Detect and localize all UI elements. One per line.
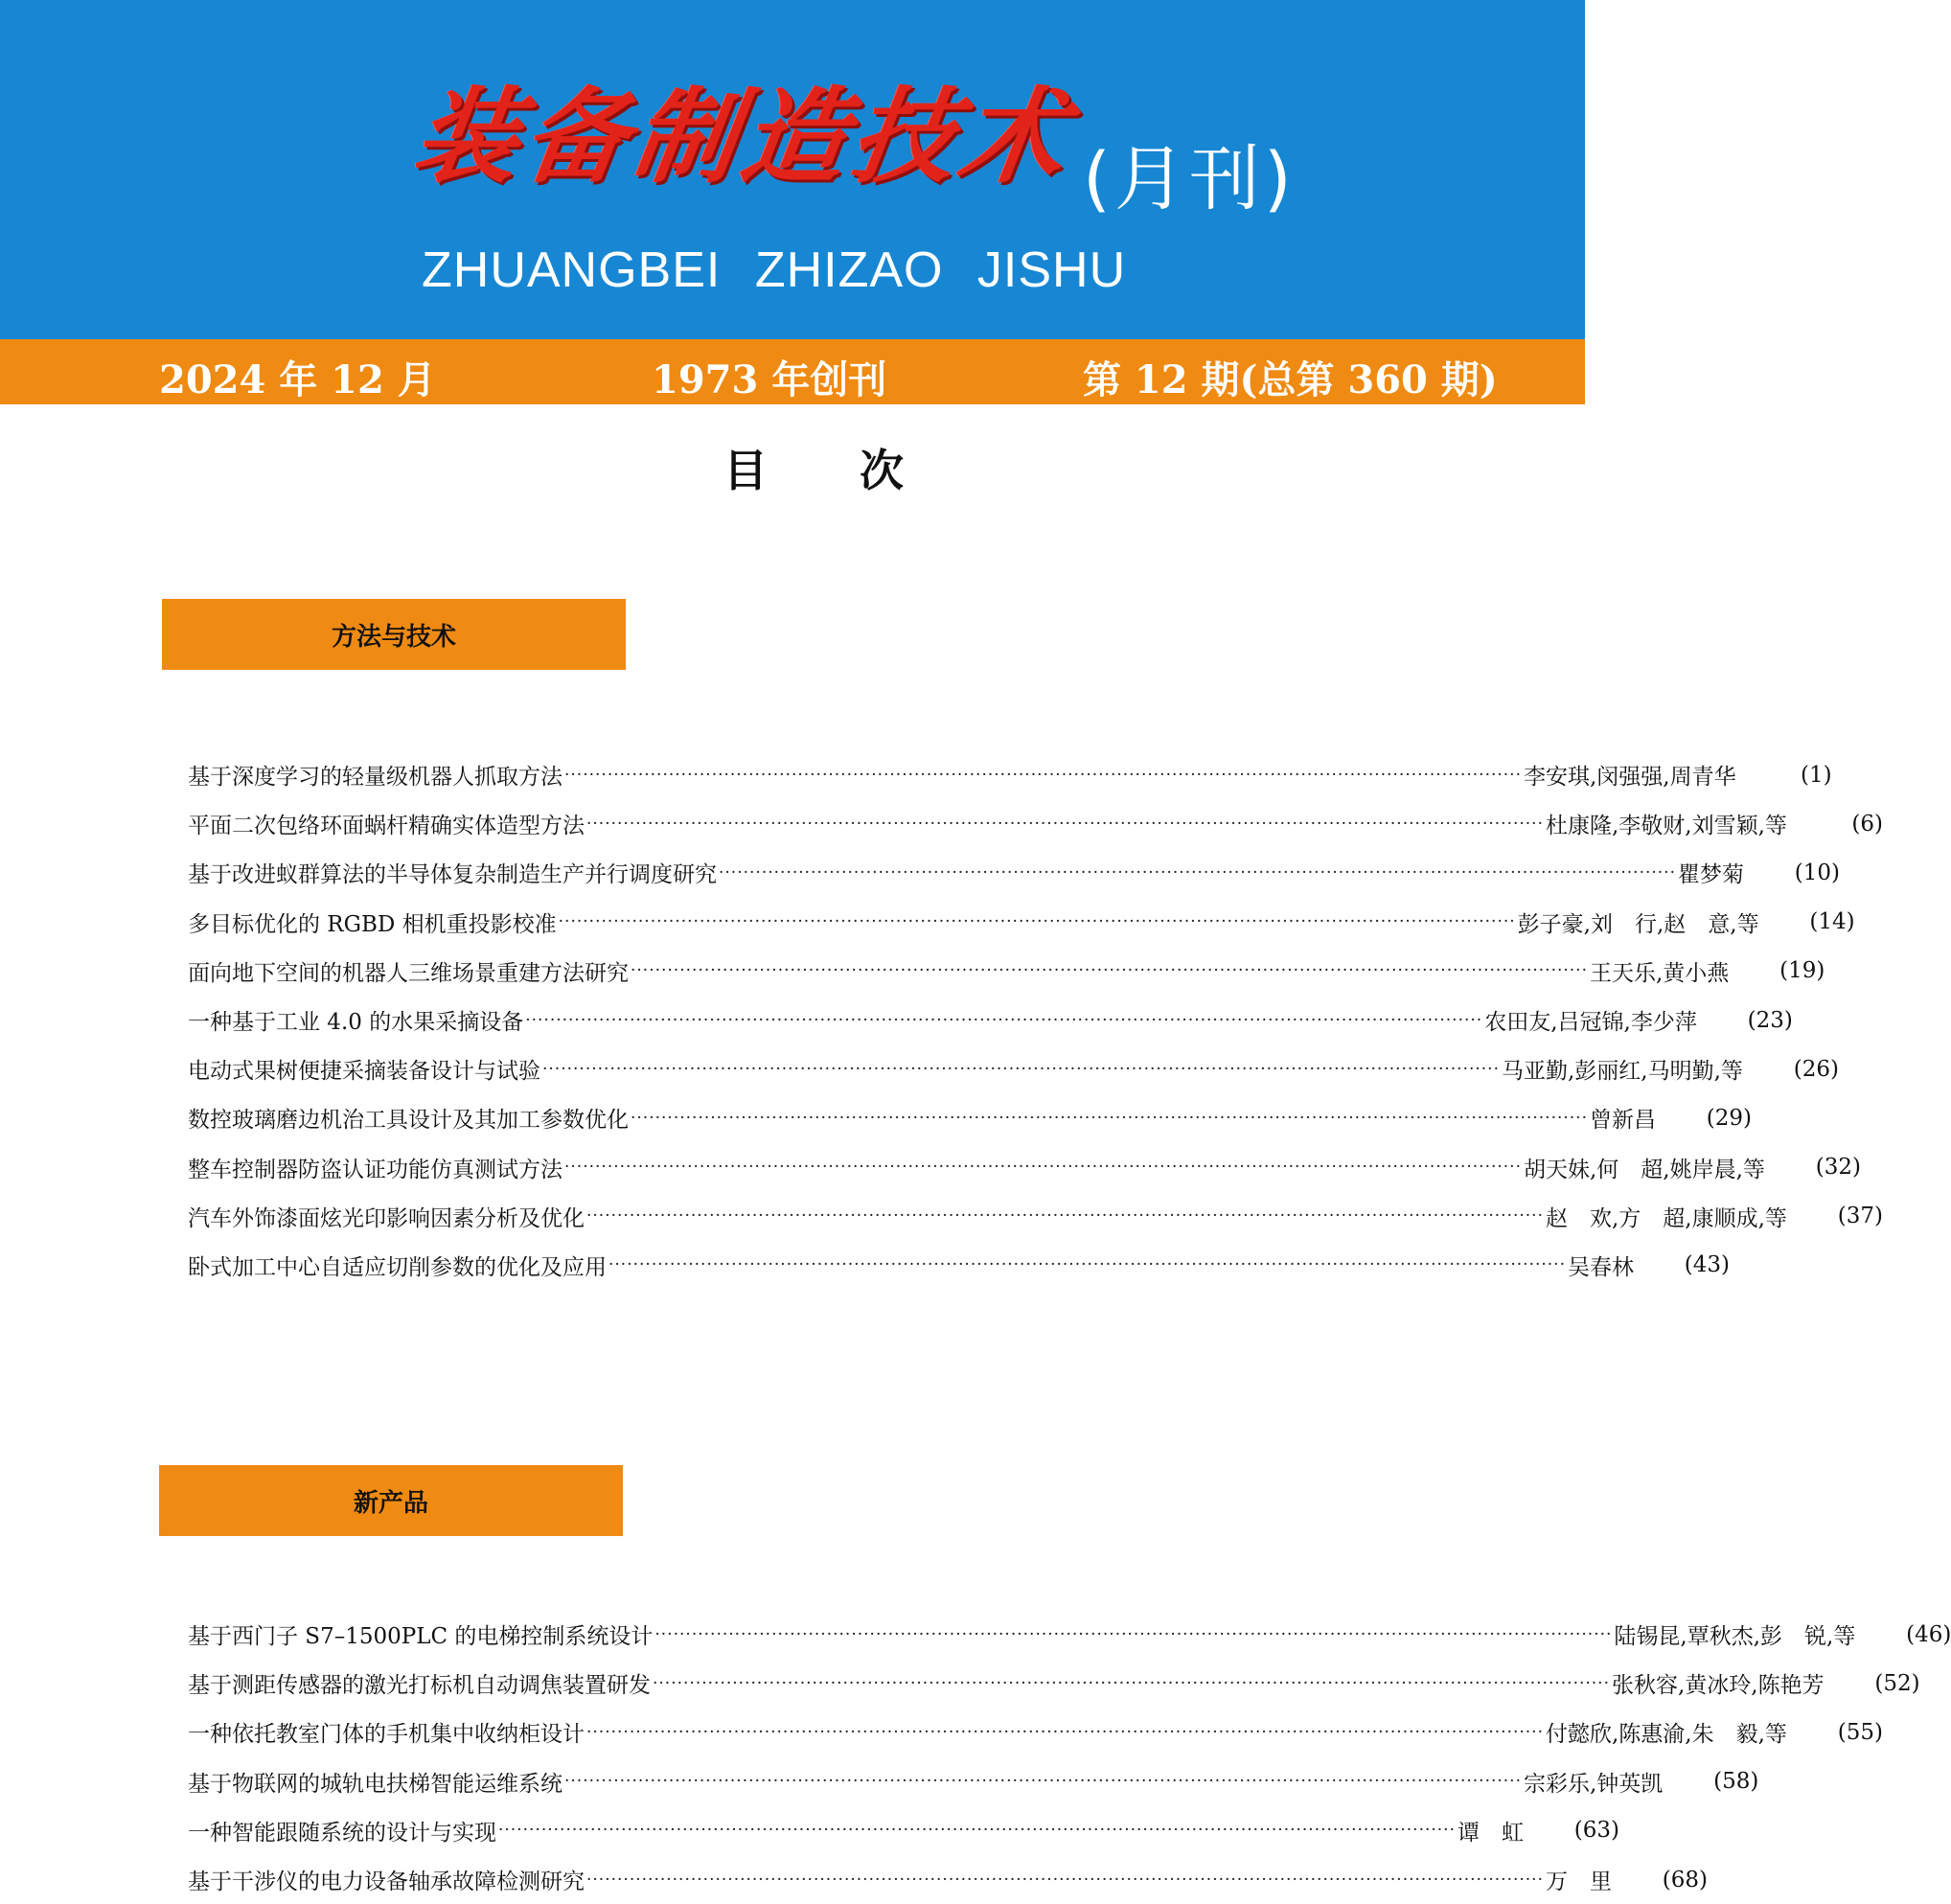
- entry-title: 一种依托教室门体的手机集中收纳柜设计: [188, 1722, 585, 1748]
- toc-entry[interactable]: [188, 1708, 1883, 1756]
- entry-title: 汽车外饰漆面炫光印影响因素分析及优化: [188, 1205, 585, 1231]
- journal-frequency: (月刊): [1083, 138, 1296, 220]
- dot-leader: ····························································································································································: [525, 1010, 1483, 1030]
- section-entries-methods: [188, 750, 1883, 1290]
- toc-entry[interactable]: [188, 799, 1883, 848]
- toc-entry[interactable]: [188, 1093, 1752, 1142]
- entry-authors: 万 里: [1546, 1870, 1612, 1895]
- toc-entry[interactable]: [188, 1659, 1920, 1708]
- entry-title: 整车控制器防盗认证功能仿真测试方法: [188, 1157, 562, 1182]
- entry-page: (68): [1662, 1867, 1708, 1893]
- entry-title: 电动式果树便捷采摘装备设计与试验: [188, 1059, 540, 1085]
- dot-leader: ····························································································································································: [654, 1624, 1613, 1644]
- entry-title: 面向地下空间的机器人三维场景重建方法研究: [188, 960, 629, 986]
- entry-title: 基于测距传感器的激光打标机自动调焦装置研发: [188, 1673, 651, 1699]
- entry-title: 一种智能跟随系统的设计与实现: [188, 1820, 496, 1846]
- entry-authors: 谭 虹: [1458, 1820, 1524, 1846]
- toc-entry[interactable]: [188, 1806, 1619, 1855]
- dot-leader: ····························································································································································: [631, 1108, 1588, 1128]
- dot-leader: ····························································································································································: [631, 961, 1588, 981]
- toc-entry[interactable]: [188, 1855, 1708, 1904]
- toc-entry[interactable]: [188, 898, 1855, 947]
- toc-entry[interactable]: [188, 848, 1840, 897]
- entry-authors: 赵 欢,方 超,康顺成,等: [1546, 1205, 1787, 1231]
- issue-date: 2024 年 12 月: [159, 357, 436, 402]
- entry-page: (26): [1793, 1056, 1839, 1082]
- entry-page: (43): [1684, 1252, 1730, 1278]
- toc-entry[interactable]: [188, 996, 1793, 1044]
- toc-entry[interactable]: [188, 1044, 1839, 1093]
- toc-entry[interactable]: [188, 750, 1832, 799]
- entry-page: (23): [1747, 1007, 1793, 1033]
- dot-leader: ····························································································································································: [564, 1772, 1522, 1792]
- toc-entry[interactable]: [188, 1610, 1951, 1659]
- dot-leader: ····························································································································································: [719, 862, 1676, 883]
- entry-authors: 陆锡昆,覃秋杰,彭 锐,等: [1614, 1624, 1856, 1650]
- toc-entry[interactable]: [188, 1757, 1759, 1806]
- dot-leader: ····························································································································································: [558, 912, 1516, 932]
- entry-authors: 曾新昌: [1590, 1108, 1656, 1134]
- issue-info-bar: [0, 339, 1585, 404]
- entry-authors: 杜康隆,李敬财,刘雪颖,等: [1546, 814, 1787, 839]
- entry-authors: 马亚勤,彭丽红,马明勤,等: [1502, 1059, 1743, 1085]
- section-header-new-products: [159, 1465, 623, 1536]
- table-of-contents-title: 目次: [723, 445, 996, 496]
- masthead: [0, 0, 1585, 339]
- journal-title-logo: 装备制造技术: [406, 77, 1079, 197]
- entry-title: 基于深度学习的轻量级机器人抓取方法: [188, 765, 562, 791]
- entry-title: 基于改进蚁群算法的半导体复杂制造生产并行调度研究: [188, 862, 717, 888]
- dot-leader: ····························································································································································: [586, 1870, 1544, 1890]
- dot-leader: ····························································································································································: [498, 1821, 1456, 1841]
- entry-page: (52): [1874, 1670, 1920, 1696]
- dot-leader: ····························································································································································: [586, 1722, 1544, 1742]
- entry-authors: 付懿欣,陈惠渝,朱 毅,等: [1546, 1722, 1787, 1748]
- toc-entry[interactable]: [188, 1241, 1730, 1290]
- entry-page: (58): [1713, 1769, 1759, 1795]
- entry-page: (10): [1794, 860, 1840, 885]
- entry-page: (29): [1706, 1105, 1752, 1131]
- toc-entry[interactable]: [188, 947, 1825, 996]
- entry-title: 多目标优化的 RGBD 相机重投影校准: [188, 911, 557, 937]
- entry-authors: 王天乐,黄小燕: [1590, 960, 1730, 986]
- entry-page: (19): [1779, 958, 1825, 984]
- entry-authors: 李安琪,闵强强,周青华: [1524, 765, 1736, 791]
- entry-authors: 吴春林: [1568, 1254, 1634, 1280]
- entry-title: 基于西门子 S7–1500PLC 的电梯控制系统设计: [188, 1624, 654, 1650]
- founded-year: 1973 年创刊: [652, 357, 887, 402]
- toc-entry[interactable]: [188, 1143, 1861, 1192]
- entry-authors: 胡天妹,何 超,姚岸晨,等: [1524, 1157, 1765, 1182]
- entry-title: 平面二次包络环面蜗杆精确实体造型方法: [188, 814, 585, 839]
- dot-leader: ····························································································································································: [586, 1206, 1544, 1227]
- dot-leader: ····························································································································································: [653, 1673, 1610, 1693]
- dot-leader: ····························································································································································: [586, 814, 1544, 834]
- section-label: 方法与技术: [331, 622, 456, 652]
- section-header-methods: [162, 599, 626, 670]
- toc-entry[interactable]: [188, 1192, 1883, 1241]
- entry-page: (6): [1851, 811, 1883, 837]
- entry-authors: 农田友,吕冠锦,李少萍: [1484, 1010, 1697, 1036]
- entry-title: 基于物联网的城轨电扶梯智能运维系统: [188, 1771, 562, 1797]
- dot-leader: ····························································································································································: [564, 1158, 1522, 1178]
- entry-title: 基于干涉仪的电力设备轴承故障检测研究: [188, 1870, 585, 1895]
- entry-authors: 彭子豪,刘 行,赵 意,等: [1517, 911, 1759, 937]
- entry-title: 一种基于工业 4.0 的水果采摘设备: [188, 1010, 524, 1036]
- entry-page: (14): [1809, 909, 1855, 935]
- issue-number: 第 12 期(总第 360 期): [1083, 357, 1498, 402]
- entry-authors: 张秋容,黄冰玲,陈艳芳: [1612, 1673, 1825, 1699]
- entry-page: (63): [1573, 1818, 1619, 1844]
- dot-leader: ····························································································································································: [608, 1255, 1566, 1275]
- entry-title: 数控玻璃磨边机治工具设计及其加工参数优化: [188, 1108, 629, 1134]
- entry-title: 卧式加工中心自适应切削参数的优化及应用: [188, 1254, 607, 1280]
- entry-page: (37): [1837, 1204, 1883, 1229]
- entry-authors: 瞿梦菊: [1678, 862, 1744, 888]
- entry-page: (32): [1815, 1155, 1861, 1181]
- dot-leader: ····························································································································································: [542, 1059, 1500, 1079]
- entry-page: (46): [1906, 1621, 1951, 1647]
- section-label: 新产品: [353, 1488, 428, 1518]
- section-entries-new-products: [188, 1610, 1951, 1904]
- entry-authors: 宗彩乐,钟英凯: [1524, 1771, 1664, 1797]
- dot-leader: ····························································································································································: [564, 765, 1522, 785]
- entry-page: (1): [1801, 762, 1832, 788]
- journal-title-pinyin: ZHUANGBEI ZHIZAO JISHU: [422, 242, 1127, 298]
- entry-page: (55): [1837, 1719, 1883, 1745]
